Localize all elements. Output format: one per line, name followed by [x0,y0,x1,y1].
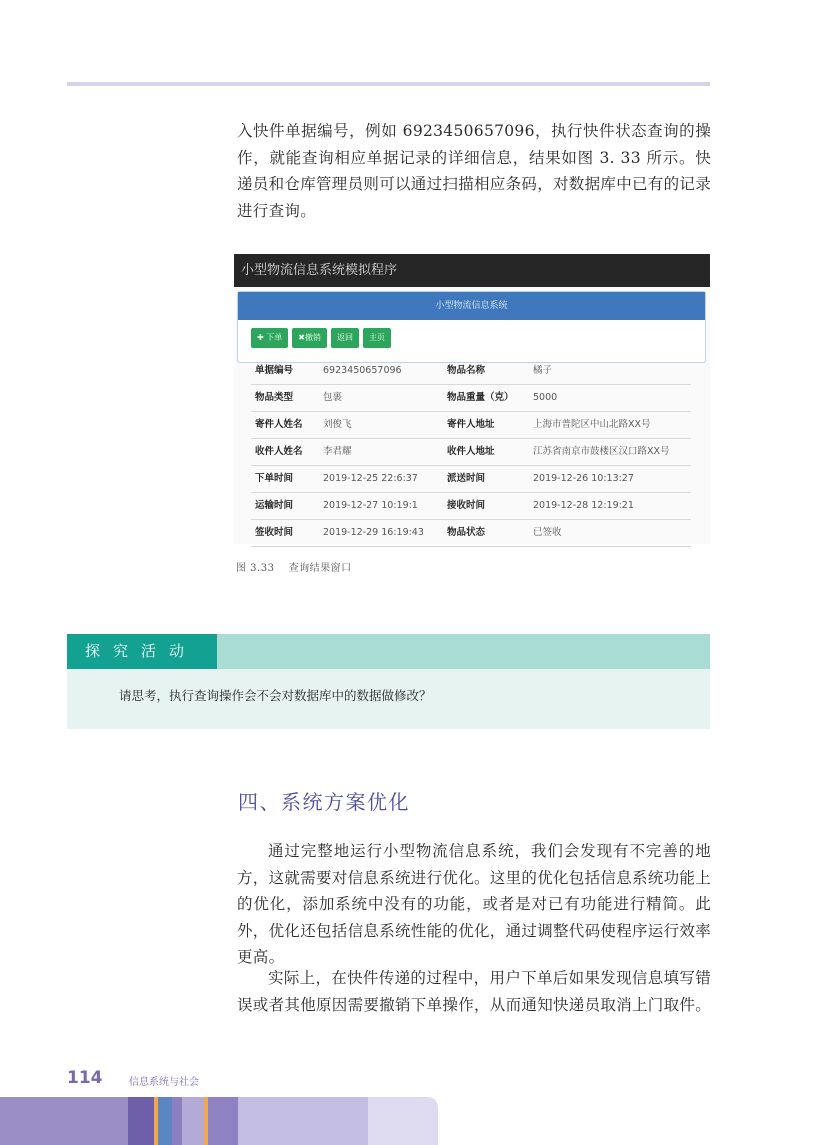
field-label: 寄件人地址 [447,419,495,430]
table-row [251,439,691,466]
body-paragraph-3: 实际上，在快件传递的过程中，用户下单后如果发现信息填写错误或者其他原因需要撤销下单操作，从而通知快递员取消上门取件。 [237,969,712,1014]
field-value: 已签收 [533,527,562,538]
figure-caption: 图 3.33 查询结果窗口 [236,563,352,574]
field-label: 运输时间 [255,500,294,511]
activity-box [67,634,710,729]
body-paragraph-1: 入快件单据编号，例如 6923450657096，执行快件状态查询的操作，就能查询相应单据记录的详细信息，结果如图 3. 33 所示。快递员和仓库管理员则可以通过扫描相应条码，对数据库中已有的记录进行查询。 [237,122,712,220]
home-button[interactable]: 主页 [363,328,391,348]
field-label: 单据编号 [255,365,294,376]
field-value: 橘子 [533,365,553,376]
field-value: 2019-12-27 10:19:1 [323,500,418,511]
field-label: 收件人地址 [447,446,495,457]
header-rule [67,82,710,86]
field-value: 5000 [533,392,558,403]
field-label: 物品状态 [447,527,486,538]
section-title: 四、系统方案优化 [238,790,410,814]
field-label: 物品重量（克） [447,392,514,403]
body-paragraph-2: 通过完整地运行小型物流信息系统，我们会发现有不完善的地方，这就需要对信息系统进行优化。这里的优化包括信息系统功能上的优化，添加系统中没有的功能，或者是对已有功能进行精简。此外，优化还包括信息系统性能的优化，通过调整代码使程序运行效率更高。 [237,842,712,966]
field-value: 2019-12-28 12:19:21 [533,500,634,511]
table-row [251,520,691,547]
field-label: 收件人姓名 [255,446,303,457]
field-label: 签收时间 [255,527,294,538]
field-value: 包裹 [323,392,343,403]
field-label: 接收时间 [447,500,486,511]
table-row [251,466,691,493]
field-value: 6923450657096 [323,365,402,376]
table-row [251,412,691,439]
order-button[interactable]: ✚ 下单 [251,328,288,348]
table-row [251,493,691,520]
system-panel [237,291,706,363]
table-row [251,358,691,385]
field-label: 下单时间 [255,473,294,484]
field-label: 物品名称 [447,365,486,376]
toolbar [251,328,391,348]
field-value: 2019-12-25 22:6:37 [323,473,418,484]
detail-table [251,358,691,547]
field-value: 上海市普陀区中山北路XX号 [533,419,651,430]
field-label: 物品类型 [255,392,294,403]
window-title: 小型物流信息系统模拟程序 [234,254,710,287]
field-value: 刘俊飞 [323,419,352,430]
page-number: 114 [67,1068,103,1088]
table-row [251,385,691,412]
activity-tag: 探究活动 [67,634,217,669]
figure-screenshot [234,254,710,544]
field-value: 2019-12-26 10:13:27 [533,473,634,484]
activity-question: 请思考，执行查询操作会不会对数据库中的数据做修改？ [119,688,432,703]
field-label: 寄件人姓名 [255,419,303,430]
cancel-button[interactable]: ✖撤销 [292,328,327,348]
field-value: 2019-12-29 16:19:43 [323,527,424,538]
panel-title: 小型物流信息系统 [238,292,705,320]
field-value: 李君耀 [323,446,352,457]
field-value: 江苏省南京市鼓楼区汉口路XX号 [533,446,670,457]
field-label: 派送时间 [447,473,486,484]
back-button[interactable]: 返回 [331,328,359,348]
book-title: 信息系统与社会 [129,1077,199,1088]
